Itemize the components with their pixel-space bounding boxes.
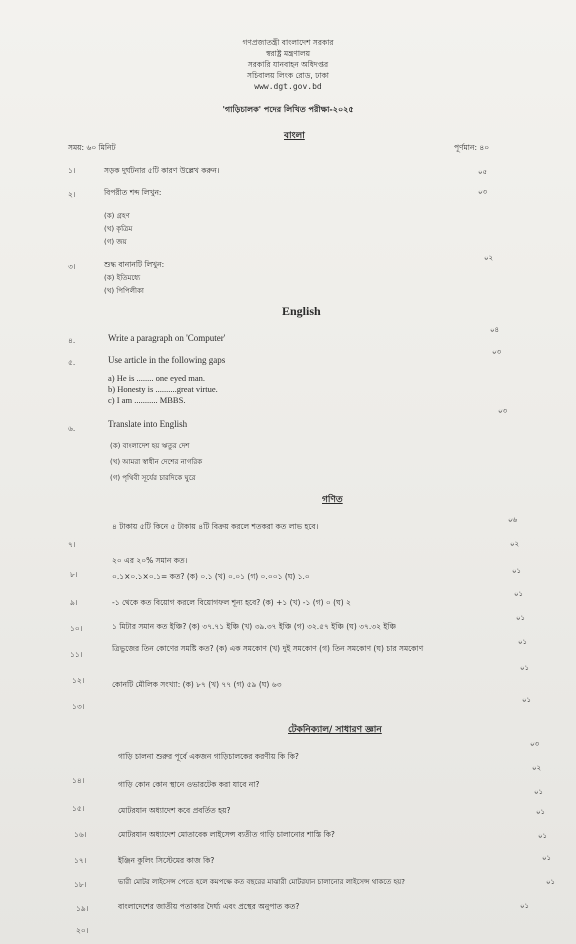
- question-number: ৪.: [68, 336, 76, 345]
- question-marks: ০১: [518, 638, 528, 646]
- question-text: ৪ টাকায় ৫টি কিনে ৫ টাকায় ৪টি বিক্রয় করলে শতকরা কত লাভ হবে।: [112, 522, 319, 531]
- question-text: Translate into English: [108, 419, 188, 429]
- question-number: ১৫।: [72, 804, 85, 813]
- question-option: (গ) পৃথিবী সূর্যের চারদিকে ঘুরে: [110, 474, 196, 482]
- question-text: গাড়ি চালনা শুরুর পূর্বে একজন গাড়িচালকের করণীয় কি কি?: [118, 752, 299, 761]
- section-math: গণিত: [322, 495, 343, 505]
- question-option: (গ) জয়: [104, 238, 127, 246]
- question-number: ১৭।: [74, 856, 87, 865]
- question-number: ১২।: [72, 676, 85, 685]
- question-text: ত্রিভুজের তিন কোণের সমষ্টি কত? (ক) এক সমকোণ (খ) দুই সমকোণ (গ) তিন সমকোণ (ঘ) চার সমকোণ: [112, 644, 424, 653]
- question-text: বাংলাদেশের জাতীয় পতাকার দৈর্ঘ্য এবং প্রস্থের অনুপাত কত?: [118, 902, 300, 911]
- question-number: ৮।: [70, 570, 78, 579]
- question-number: ৭।: [68, 540, 76, 549]
- question-number: ২০।: [76, 926, 89, 935]
- question-marks: ০২: [510, 540, 520, 548]
- question-number: ১৩।: [72, 702, 85, 711]
- header-line-3: সরকারি যানবাহন অধিদপ্তর: [247, 60, 329, 69]
- question-marks: ০৩: [478, 188, 488, 196]
- question-marks: ০১: [512, 567, 522, 575]
- question-option: a) He is ........ one eyed man.: [108, 373, 206, 383]
- full-marks: পূর্ণমান: ৪০: [454, 143, 490, 152]
- exam-title: 'গাড়িচালক' পদের লিখিত পরীক্ষা-২০২৫: [222, 105, 354, 114]
- question-option: b) Honesty is ..........great virtue.: [108, 384, 218, 394]
- question-option: (খ) কৃত্রিম: [104, 225, 133, 233]
- section-marks: ০৬: [508, 516, 518, 524]
- question-marks: ০১: [538, 832, 548, 840]
- question-marks: ০১: [522, 696, 532, 704]
- question-text: কোনটি মৌলিক সংখ্যা: (ক) ৮৭ (খ) ৭৭ (গ) ৫৯ (ঘ) ৬৩: [112, 680, 282, 689]
- question-marks: ০১: [514, 590, 524, 598]
- question-text: Use article in the following gaps: [108, 355, 226, 365]
- exam-time: সময়: ৬০ মিনিট: [68, 143, 116, 152]
- question-number: ৯।: [70, 598, 78, 607]
- question-number: ১৮।: [74, 880, 87, 889]
- section-english: English: [282, 304, 321, 318]
- question-text: গাড়ি কোন কোন স্থানে ওভারটেক করা যাবে না?: [118, 780, 260, 789]
- question-option: (ক) গ্রহণ: [104, 212, 130, 220]
- question-number: ১৬।: [74, 830, 87, 839]
- question-text: বিপরীত শব্দ লিখুন:: [104, 188, 162, 197]
- section-bangla: বাংলা: [284, 131, 305, 141]
- question-marks: ০২: [484, 254, 494, 262]
- question-text: ১ মিটার সমান কত ইঞ্চি? (ক) ৩৭.৭১ ইঞ্চি (খ) ৩৯.৩৭ ইঞ্চি (গ) ৩২.৫৭ ইঞ্চি (ঘ) ৩৭.৩২ ইঞ্চি: [112, 622, 396, 631]
- section-marks: ০৩: [530, 740, 540, 748]
- header-line-4: সচিবালয় লিংক রোড, ঢাকা: [247, 71, 329, 80]
- question-option: (ক) বাংলাদেশ হয় ঋতুর দেশ: [110, 442, 190, 450]
- question-number: ১৯।: [76, 904, 89, 913]
- question-option: c) I am ........... MBBS.: [108, 395, 186, 405]
- question-marks: ০১: [536, 808, 546, 816]
- question-marks: ০১: [520, 664, 530, 672]
- question-marks: ০১: [516, 614, 526, 622]
- header-line-1: গণপ্রজাতন্ত্রী বাংলাদেশ সরকার: [242, 38, 334, 47]
- question-marks: ০৩: [498, 407, 508, 415]
- question-marks: ০৪: [490, 326, 500, 334]
- question-text: ভারী মোটর লাইসেন্স পেতে হলে কমপক্ষে কত বছরের মাঝারী মোটরযান চালানোর লাইসেন্স থাকতে হয়?: [118, 878, 406, 886]
- question-text: ইঞ্জিন কুলিং সিস্টেমের কাজ কি?: [118, 856, 215, 865]
- question-text: মোটরযান অধ্যাদেশ কবে প্রবর্তিত হয়?: [118, 806, 231, 815]
- question-marks: ০১: [534, 788, 544, 796]
- question-text: শুদ্ধ বানানটি লিখুন:: [104, 260, 165, 269]
- question-marks: ০৫: [478, 168, 488, 176]
- question-text: ০.১×০.১×০.১= কত? (ক) ০.১ (খ) ০.০১ (গ) ০.০০১ (ঘ) ১.০: [112, 572, 310, 581]
- header-website: www.dgt.gov.bd: [254, 82, 322, 91]
- question-option: (খ) পিপিলীকা: [104, 287, 144, 295]
- question-option: (খ) আমরা স্বাধীন দেশের নাগরিক: [110, 458, 203, 466]
- question-number: ১।: [68, 166, 76, 175]
- question-number: ১৪।: [72, 776, 85, 785]
- question-number: ১০।: [70, 624, 83, 633]
- question-number: ৬.: [68, 424, 76, 433]
- question-number: ৩।: [68, 262, 76, 271]
- question-marks: ০৩: [492, 348, 502, 356]
- question-marks: ০২: [532, 764, 542, 772]
- question-text: সড়ক দুর্ঘটনার ৫টি কারণ উল্লেখ করুন।: [104, 166, 220, 175]
- header-line-2: স্বরাষ্ট্র মন্ত্রণালয়: [265, 49, 311, 58]
- question-marks: ০১: [546, 878, 556, 886]
- question-text: -১ থেকে কত বিয়োগ করলে বিয়োগফল শূন্য হবে? (ক) +১ (খ) -১ (গ) ০ (ঘ) ২: [112, 598, 351, 607]
- section-technical: টেকনিক্যাল/ সাধারণ জ্ঞান: [288, 725, 382, 735]
- question-number: ৫.: [68, 358, 76, 367]
- question-marks: ০১: [520, 902, 530, 910]
- question-marks: ০১: [542, 854, 552, 862]
- question-number: ১১।: [70, 650, 83, 659]
- question-number: ২।: [68, 190, 76, 199]
- question-text: Write a paragraph on 'Computer': [108, 333, 226, 343]
- question-option: (ক) ইতিমধ্যে: [104, 274, 141, 282]
- question-text: ২০ এর ২০% সমান কত।: [112, 556, 188, 565]
- question-text: মোটরযান অধ্যাদেশ মোতাবেক লাইসেন্স ব্যতীত গাড়ি চালানোর শাস্তি কি?: [118, 830, 335, 839]
